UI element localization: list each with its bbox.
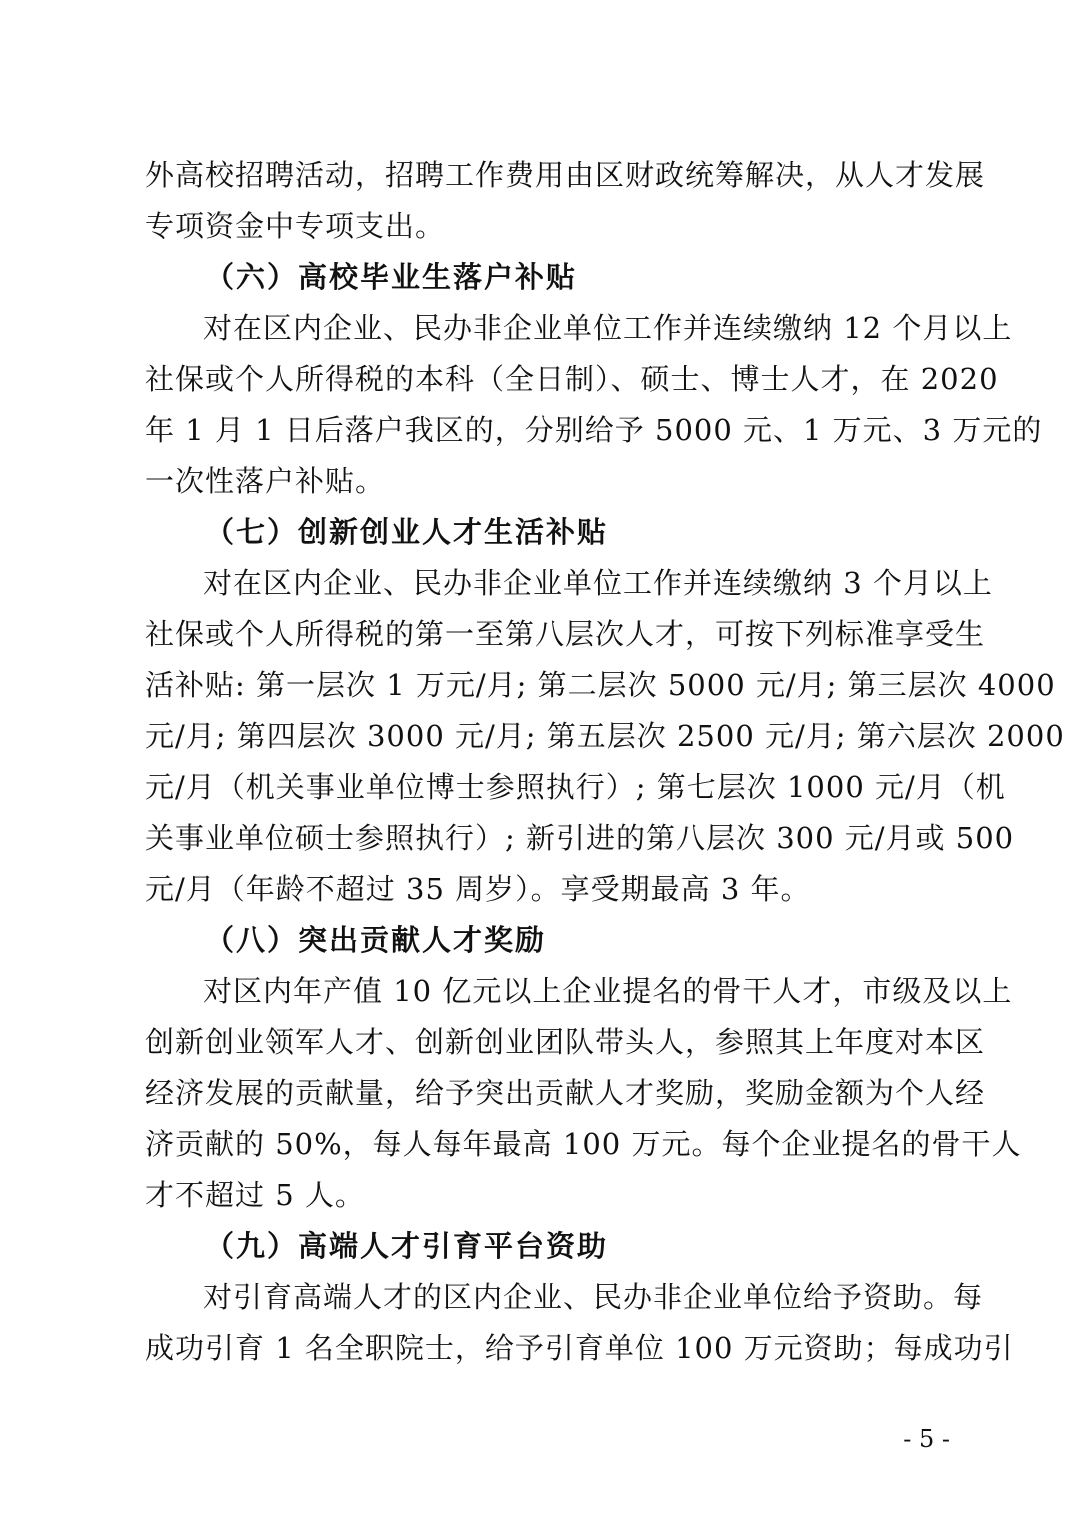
- section-heading-7: （七）创新创业人才生活补贴: [205, 515, 609, 549]
- body-text-line: 关事业单位硕士参照执行）; 新引进的第八层次 300 元/月或 500: [145, 821, 1015, 855]
- section-heading-8: （八）突出贡献人才奖励: [205, 923, 547, 957]
- body-text-line: 对引育高端人才的区内企业、民办非企业单位给予资助。每: [203, 1280, 984, 1314]
- body-text-line: 年 1 月 1 日后落户我区的，分别给予 5000 元、1 万元、3 万元的: [145, 413, 1043, 447]
- body-text-line: 一次性落户补贴。: [145, 464, 386, 498]
- body-text-line: 社保或个人所得税的第一至第八层次人才，可按下列标准享受生: [145, 617, 986, 651]
- page-number: - 5 -: [903, 1425, 950, 1453]
- body-text-line: 元/月（机关事业单位博士参照执行）; 第七层次 1000 元/月（机: [145, 770, 1006, 804]
- body-text-line: 经济发展的贡献量，给予突出贡献人才奖励，奖励金额为个人经: [145, 1076, 986, 1110]
- body-text-line: 元/月（年龄不超过 35 周岁）。享受期最高 3 年。: [145, 872, 811, 906]
- body-text-line: 对在区内企业、民办非企业单位工作并连续缴纳 3 个月以上: [203, 566, 993, 600]
- body-text-line: 元/月; 第四层次 3000 元/月; 第五层次 2500 元/月; 第六层次 2000: [145, 719, 1065, 753]
- body-text-line: 济贡献的 50%，每人每年最高 100 万元。每个企业提名的骨干人: [145, 1127, 1022, 1161]
- section-heading-9: （九）高端人才引育平台资助: [205, 1229, 609, 1263]
- body-text-line: 才不超过 5 人。: [145, 1178, 365, 1212]
- body-text-line: 社保或个人所得税的本科（全日制）、硕士、博士人才，在 2020: [145, 362, 999, 396]
- body-text-line: 成功引育 1 名全职院士，给予引育单位 100 万元资助；每成功引: [145, 1331, 1014, 1365]
- body-text-line: 专项资金中专项支出。: [145, 209, 446, 243]
- section-heading-6: （六）高校毕业生落户补贴: [205, 260, 578, 294]
- body-text-line: 对在区内企业、民办非企业单位工作并连续缴纳 12 个月以上: [203, 311, 1013, 345]
- body-text-line: 外高校招聘活动，招聘工作费用由区财政统筹解决，从人才发展: [145, 158, 986, 192]
- body-text-line: 创新创业领军人才、创新创业团队带头人，参照其上年度对本区: [145, 1025, 986, 1059]
- body-text-line: 对区内年产值 10 亿元以上企业提名的骨干人才，市级及以上: [203, 974, 1013, 1008]
- body-text-line: 活补贴: 第一层次 1 万元/月; 第二层次 5000 元/月; 第三层次 4000: [145, 668, 1056, 702]
